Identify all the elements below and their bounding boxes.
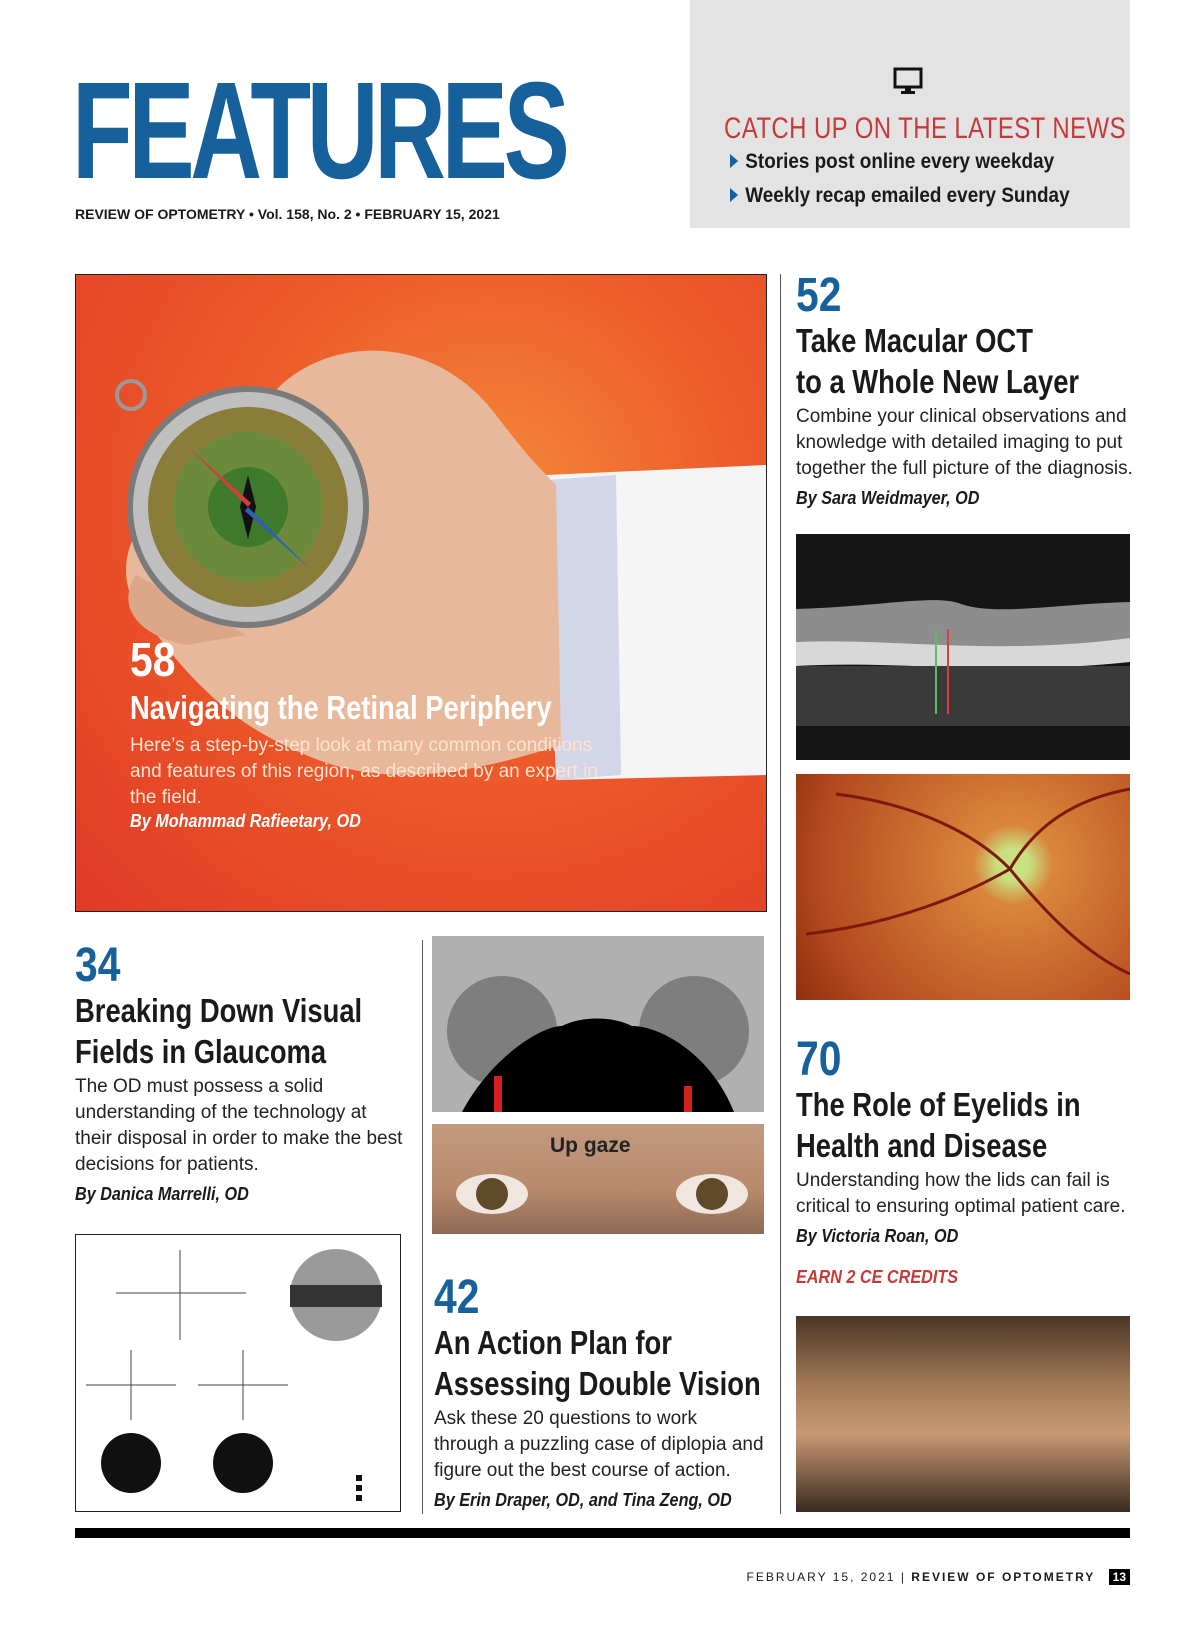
news-box bbox=[690, 0, 1130, 228]
fundus-photo bbox=[796, 774, 1130, 1000]
article-number: 34 bbox=[75, 939, 121, 992]
column-divider bbox=[422, 940, 423, 1514]
article-number: 70 bbox=[796, 1033, 842, 1086]
triangle-right-icon bbox=[730, 154, 738, 168]
article-byline: By Danica Marrelli, OD bbox=[75, 1184, 249, 1204]
triangle-right-icon bbox=[730, 188, 738, 202]
feature-58-hero[interactable] bbox=[75, 274, 767, 912]
article-headline: Navigating the Retinal Periphery bbox=[130, 689, 552, 726]
column-divider bbox=[780, 274, 781, 1514]
ct-scan-image bbox=[432, 936, 764, 1112]
page-title: FEATURES bbox=[72, 54, 566, 208]
oct-scan-image bbox=[796, 534, 1130, 760]
article-headline[interactable]: The Role of Eyelids in bbox=[796, 1086, 1081, 1123]
news-item[interactable]: Weekly recap emailed every Sunday bbox=[730, 184, 1070, 208]
article-number: 58 bbox=[130, 634, 176, 687]
bottom-rule bbox=[75, 1528, 1130, 1538]
article-byline: By Mohammad Rafieetary, OD bbox=[130, 811, 361, 831]
article-headline[interactable]: Breaking Down Visual bbox=[75, 992, 363, 1029]
photo-label: Up gaze bbox=[550, 1134, 631, 1157]
article-byline: By Victoria Roan, OD bbox=[796, 1226, 959, 1246]
article-byline: By Sara Weidmayer, OD bbox=[796, 488, 980, 508]
page-footer: FEBRUARY 15, 2021 | REVIEW OF OPTOMETRY 13 bbox=[747, 1569, 1131, 1585]
article-headline[interactable]: Health and Disease bbox=[796, 1127, 1048, 1164]
article-deck: The OD must possess a solid understanding of the technology at their disposal in order to make the best decisions for patients. bbox=[75, 1076, 403, 1175]
article-number: 52 bbox=[796, 269, 842, 322]
news-item[interactable]: Stories post online every weekday bbox=[730, 150, 1054, 174]
article-byline: By Erin Draper, OD, and Tina Zeng, OD bbox=[434, 1490, 732, 1510]
article-deck: Combine your clinical observations and knowledge with detailed imaging to put together the full picture of the diagnosis. bbox=[796, 406, 1133, 479]
article-headline[interactable]: Assessing Double Vision bbox=[434, 1365, 761, 1402]
article-headline[interactable]: Fields in Glaucoma bbox=[75, 1033, 327, 1070]
article-headline[interactable]: to a Whole New Layer bbox=[796, 363, 1080, 400]
article-deck: Ask these 20 questions to work through a puzzling case of diplopia and figure out the best course of action. bbox=[434, 1408, 764, 1481]
article-number: 42 bbox=[434, 1271, 480, 1324]
article-deck: Understanding how the lids can fail is critical to ensuring optimal patient care. bbox=[796, 1170, 1126, 1217]
issue-info: REVIEW OF OPTOMETRY • Vol. 158, No. 2 • FEBRUARY 15, 2021 bbox=[75, 206, 500, 222]
up-gaze-photo bbox=[432, 1124, 764, 1234]
article-headline[interactable]: An Action Plan for bbox=[434, 1324, 672, 1361]
monitor-icon bbox=[893, 66, 923, 96]
eyelid-photo bbox=[796, 1316, 1130, 1512]
ce-credit-label[interactable]: EARN 2 CE CREDITS bbox=[796, 1267, 959, 1287]
visual-field-printout bbox=[75, 1234, 401, 1512]
page-number: 13 bbox=[1109, 1569, 1130, 1585]
article-deck: Here’s a step-by-step look at many common conditions and features of this region, as described by an expert in the field. bbox=[130, 735, 598, 808]
article-headline[interactable]: Take Macular OCT bbox=[796, 322, 1033, 359]
news-heading: CATCH UP ON THE LATEST NEWS bbox=[724, 112, 1126, 145]
